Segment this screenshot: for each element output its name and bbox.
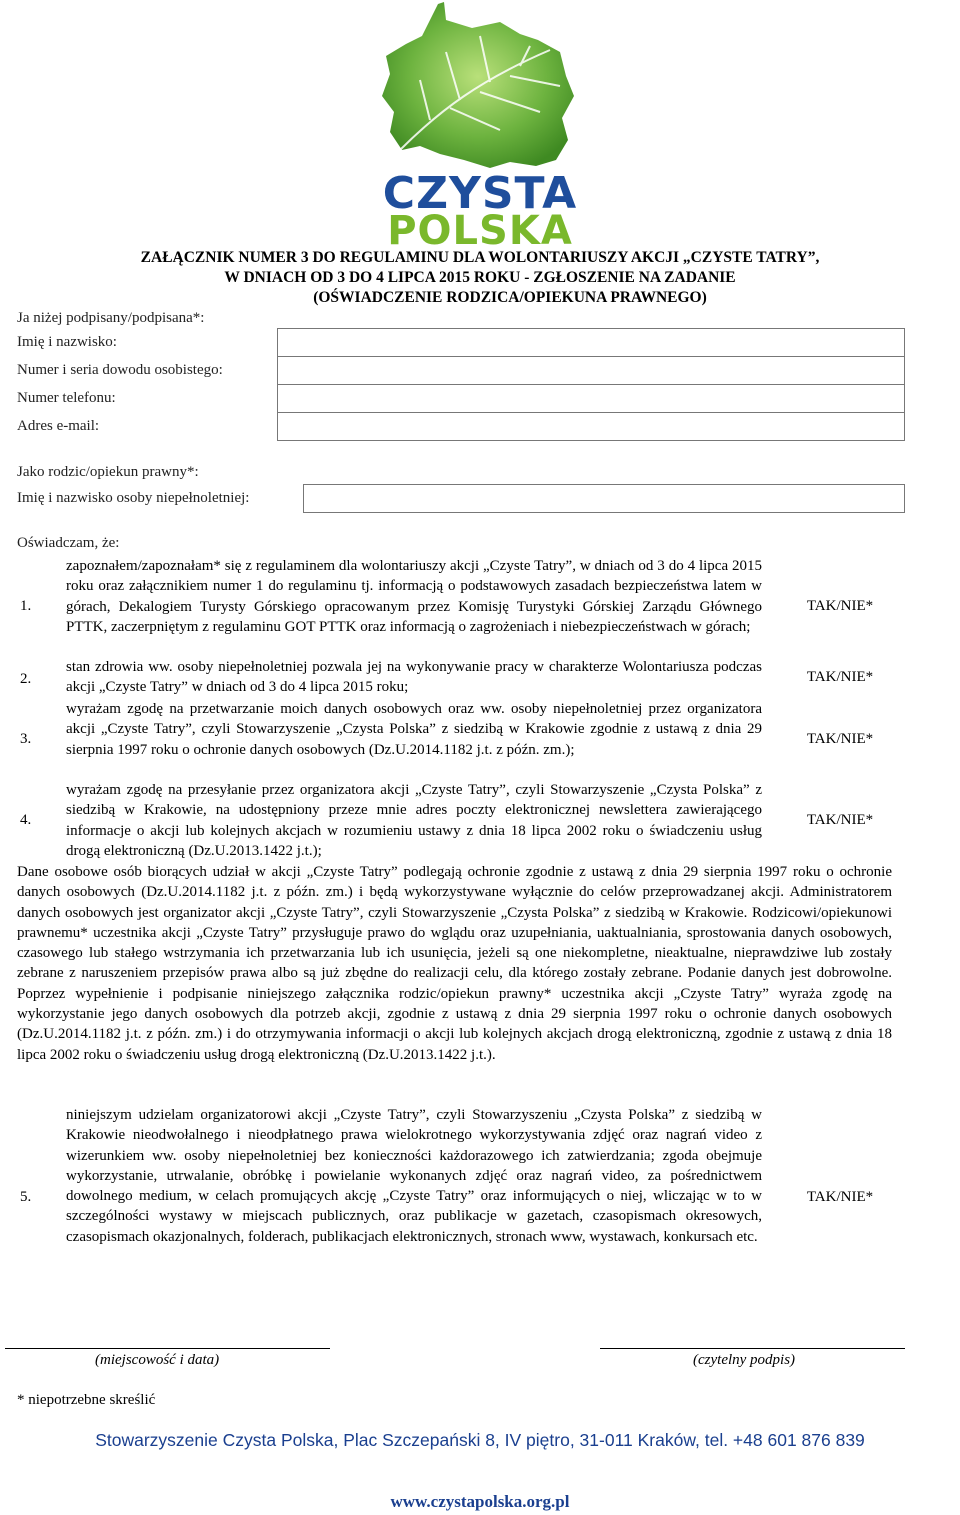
declaration-number: 2.	[20, 671, 32, 687]
form-intro: Ja niżej podpisany/podpisana*:	[17, 310, 205, 326]
table-row	[13, 329, 905, 357]
table-row	[13, 385, 905, 413]
date-signature-line[interactable]	[5, 1348, 330, 1349]
field-label-minor-name: Imię i nazwisko osoby niepełnoletniej:	[13, 485, 303, 513]
footnote: * niepotrzebne skreślić	[17, 1392, 156, 1408]
field-label-name: Imię i nazwisko:	[13, 329, 277, 357]
declaration-3	[10, 699, 895, 780]
document-title	[60, 248, 900, 308]
signature-caption: (czytelny podpis)	[693, 1352, 796, 1368]
footer-address: Stowarzyszenie Czysta Polska, Plac Szczepański 8, IV piętro, 31-011 Kraków, tel. +48 601 876 839	[95, 1430, 865, 1450]
declaration-intro: Oświadczam, że:	[17, 535, 120, 551]
declaration-text: niniejszym udzielam organizatorowi akcji „Czyste Tatry”, czyli Stowarzyszeniu „Czysta Polska” z siedzibą w Krakowie nieodwołalnego i nieodpłatnego prawa wielokrotnego wykorzystywania zdjęć oraz nagrań video z wizerunkiem ww. osoby niepełnoletniej bez konieczności każdorazowego ich zatwierdzania; zgoda obejmuje wykorzystanie, utrwalanie, obróbkę i powielanie wykonanych zdjęć oraz nagrań video, za pośrednictwem dowolnego medium, w celach promujących akcję „Czyste Tatry” oraz informujących o niej, wliczając w to w szczególności wystawy w miejscach publicznych, oraz publikacje w gazetach, czasopismach okresowych, czasopismach okazjonalnych, folderach, publikacjach elektronicznych, stronach www, wystawach, konkursach etc.	[66, 1107, 762, 1245]
footer-website-link[interactable]: www.czystapolska.org.pl	[390, 1492, 570, 1511]
declaration-number: 1.	[20, 598, 32, 614]
yes-no-choice[interactable]: TAK/NIE*	[806, 669, 874, 685]
minor-data-table	[13, 484, 905, 513]
logo-text-polska: POLSKA	[387, 208, 573, 254]
field-label-id: Numer i seria dowodu osobistego:	[13, 357, 277, 385]
declaration-number: 3.	[20, 731, 32, 747]
yes-no-choice[interactable]: TAK/NIE*	[806, 1189, 874, 1205]
yes-no-choice[interactable]: TAK/NIE*	[806, 731, 874, 747]
declaration-number: 5.	[20, 1189, 32, 1205]
signature-line[interactable]	[600, 1348, 905, 1349]
title-line-3: (OŚWIADCZENIE RODZICA/OPIEKUNA PRAWNEGO)	[313, 289, 707, 306]
guardian-intro: Jako rodzic/opiekun prawny*:	[17, 464, 199, 480]
table-row	[13, 485, 905, 513]
logo-text-czysta: CZYSTA	[382, 168, 578, 219]
declaration-text: zapoznałem/zapoznałam* się z regulaminem dla wolontariuszy akcji „Czyste Tatry”, w dniach od 3 do 4 lipca 2015 roku oraz załącznikiem numer 1 do regulaminu tj. informacją o podstawowych zasadach bezpieczeństwa latem w górach, Dekalogiem Turysty Górskiego opracowanym przez Komisję Turystyki Górskiej Zarządu Głównego PTTK, zaczerpniętym z regulaminu GOT PTTK oraz informacją o zagrożeniach i niebezpieczeństwach w górach;	[66, 558, 762, 635]
poland-leaf-map-icon	[360, 0, 600, 170]
declaration-text: stan zdrowia ww. osoby niepełnoletniej pozwala jej na wykonywanie pracy w charakterze Wolontariusza podczas akcji „Czyste Tatry” w dniach od 3 do 4 lipca 2015 roku;	[66, 659, 762, 696]
declaration-1	[10, 556, 895, 657]
field-label-email: Adres e-mail:	[13, 413, 277, 441]
personal-data-table	[13, 328, 905, 441]
email-field[interactable]	[277, 413, 905, 441]
declaration-5	[10, 1105, 895, 1287]
minor-name-field[interactable]	[303, 485, 905, 513]
declaration-text: wyrażam zgodę na przesyłanie przez organizatora akcji „Czyste Tatry”, czyli Stowarzyszenie „Czysta Polska” z siedzibą w Krakowie, na udostępniony przeze mnie adres poczty elektronicznej newslettera zawierającego informacje o akcji lub kolejnych akcjach w rozumieniu ustawy z dnia 18 lipca 2002 roku o świadczeniu usług drogą elektroniczną (Dz.U.2013.1422 j.t.);	[66, 782, 762, 859]
phone-field[interactable]	[277, 385, 905, 413]
declaration-number: 4.	[20, 812, 32, 828]
yes-no-choice[interactable]: TAK/NIE*	[806, 598, 874, 614]
name-field[interactable]	[277, 329, 905, 357]
title-line-2: W DNIACH OD 3 DO 4 LIPCA 2015 ROKU - ZGŁOSZENIE NA ZADANIE	[224, 269, 736, 286]
declaration-2	[10, 657, 895, 698]
place-date-caption: (miejscowość i data)	[95, 1352, 220, 1368]
yes-no-choice[interactable]: TAK/NIE*	[806, 812, 874, 828]
data-protection-paragraph: Dane osobowe osób biorących udział w akcji „Czyste Tatry” podlegają ochronie zgodnie z ustawą z dnia 29 sierpnia 1997 roku o ochronie danych osobowych (Dz.U.2014.1182 j.t. z późn. zm.) i będą wykorzystywane wyłącznie do celów przeprowadzanej akcji. Administratorem danych osobowych jest organizator akcji „Czyste Tatry”, czyli Stowarzyszenie „Czysta Polska” z siedzibą w Krakowie. Rodzicowi/opiekunowi prawnemu* uczestnika akcji „Czyste Tatry” przysługuje prawo do wglądu oraz uzupełniania, uaktualniania, sprostowania danych osobowych, czasowego lub stałego wstrzymania ich przetwarzania lub ich usunięcia, jeżeli są one niekompletne, nieaktualne, nieprawdziwe lub zostały zebrane z naruszeniem przepisów prawa albo są już zbędne do realizacji celu, dla którego zostały zebrane. Podanie danych jest dobrowolne. Poprzez wypełnienie i podpisanie niniejszego załącznika rodzic/opiekun prawny* uczestnika akcji „Czyste Tatry” wyraża zgodę na wykorzystanie jego danych osobowych dla potrzeb akcji, zgodnie z ustawą z dnia 29 sierpnia 1997 roku o ochronie danych osobowych (Dz.U.2014.1182 j.t. z późn. zm.) i do otrzymywania informacji o akcji lub kolejnych akcjach drogą elektroniczną, zgodnie z ustawą z dnia 18 lipca 2002 roku o świadczeniu usług drogą elektroniczną (Dz.U.2013.1422 j.t.).	[17, 864, 892, 1063]
declaration-text: wyrażam zgodę na przetwarzanie moich danych osobowych oraz ww. osoby niepełnoletniej przez organizatora akcji „Czyste Tatry”, czyli Stowarzyszenie „Czysta Polska” z siedzibą w Krakowie zgodnie z ustawą z dnia 29 sierpnia 1997 roku o ochronie danych osobowych (Dz.U.2014.1182 j.t. z późn. zm.);	[66, 701, 762, 758]
declaration-4	[10, 780, 895, 861]
title-line-1: ZAŁĄCZNIK NUMER 3 DO REGULAMINU DLA WOLONTARIUSZY AKCJI „CZYSTE TATRY”,	[140, 249, 820, 266]
table-row	[13, 413, 905, 441]
czysta-polska-logo	[360, 0, 600, 254]
table-row	[13, 357, 905, 385]
field-label-phone: Numer telefonu:	[13, 385, 277, 413]
id-number-field[interactable]	[277, 357, 905, 385]
